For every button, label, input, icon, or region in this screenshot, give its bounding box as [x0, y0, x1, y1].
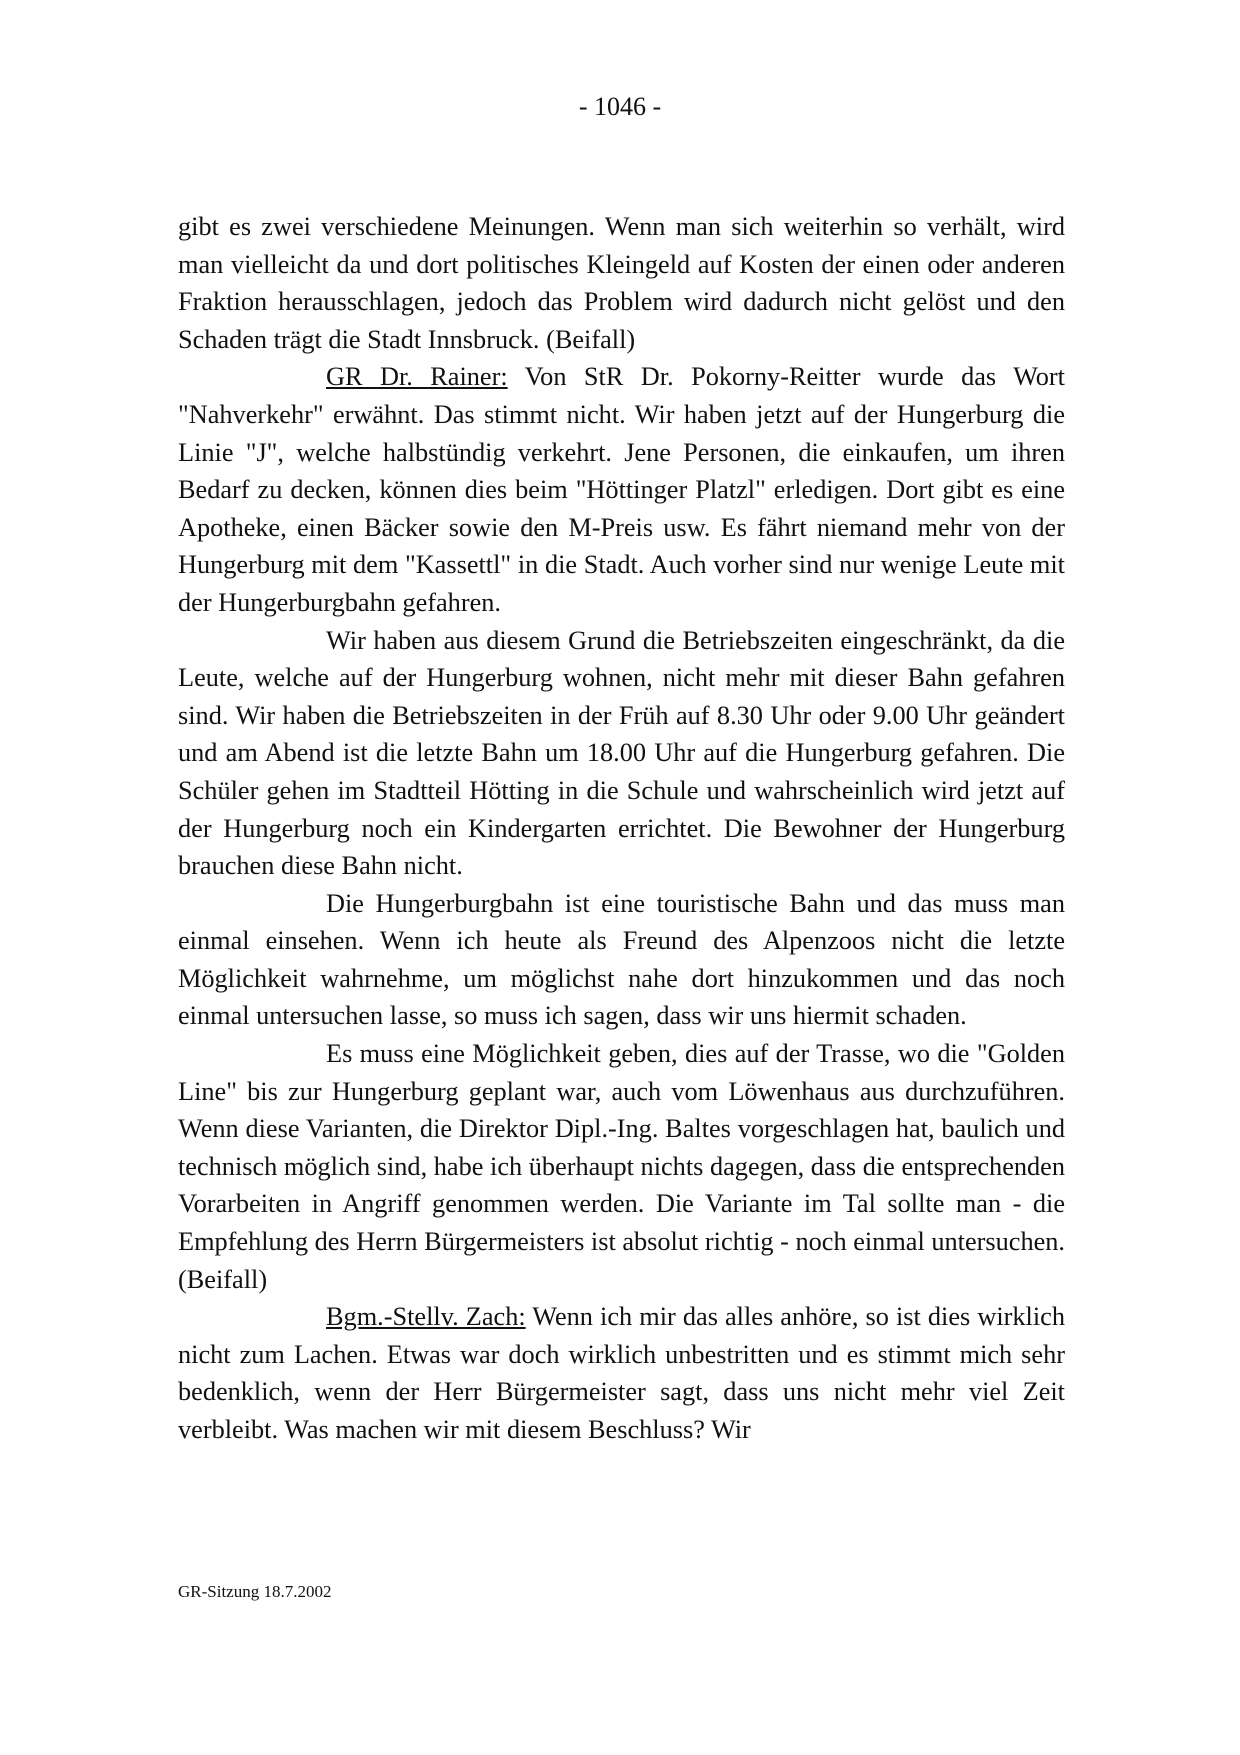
paragraph-3-text: Wir haben aus diesem Grund die Betriebszeiten eingeschränkt, da die Leute, welche auf der Hungerburg wohnen, nicht mehr mit dieser Bahn gefahren sind. Wir haben die Betriebszeiten in der Früh auf 8.30 Uhr oder 9.00 Uhr geändert und am Abend ist die letzte Bahn um 18.00 Uhr auf die Hungerburg gefahren. Die Schüler gehen im Stadtteil Hötting in die Schule und wahrscheinlich wird jetzt auf der Hungerburg noch ein Kindergarten errichtet. Die Bewohner der Hungerburg brauchen diese Bahn nicht.	[178, 625, 1065, 881]
paragraph-6	[178, 1298, 1065, 1448]
paragraph-2	[178, 358, 1065, 621]
paragraph-1	[178, 208, 1065, 358]
paragraph-5	[178, 1035, 1065, 1298]
speaker-bgm-stellv-zach: Bgm.-Stellv. Zach:	[326, 1302, 526, 1332]
footer-session-label: GR-Sitzung 18.7.2002	[178, 1582, 332, 1601]
paragraph-4-text: Die Hungerburgbahn ist eine touristische Bahn und das muss man einmal einsehen. Wenn ich heute als Freund des Alpenzoos nicht die letzte Möglichkeit wahrnehme, um möglichst nahe dort hinzukommen und das noch einmal untersuchen lasse, so muss ich sagen, dass wir uns hiermit schaden.	[178, 888, 1065, 1031]
paragraph-6-text: Wenn ich mir das alles anhöre, so ist dies wirklich nicht zum Lachen. Etwas war doch wirklich unbestritten und es stimmt mich sehr bedenklich, wenn der Herr Bürgermeister sagt, dass uns nicht mehr viel Zeit verbleibt. Was machen wir mit diesem Beschluss? Wir	[178, 1302, 1065, 1444]
speaker-gr-dr-rainer: GR Dr. Rainer:	[326, 362, 508, 392]
paragraph-3	[178, 622, 1065, 885]
page-number: - 1046 -	[578, 92, 662, 121]
document-body	[178, 208, 1065, 1449]
paragraph-4	[178, 885, 1065, 1035]
paragraph-2-text: Von StR Dr. Pokorny-Reitter wurde das Wort "Nahverkehr" erwähnt. Das stimmt nicht. Wir haben jetzt auf der Hungerburg die Linie "J", welche halbstündig verkehrt. Jene Personen, die einkaufen, um ihren Bedarf zu decken, können dies beim "Höttinger Platzl" erledigen. Dort gibt es eine Apotheke, einen Bäcker sowie den M-Preis usw. Es fährt niemand mehr von der Hungerburg mit dem "Kassettl" in die Stadt. Auch vorher sind nur wenige Leute mit der Hungerburgbahn gefahren.	[178, 362, 1065, 617]
paragraph-5-text: Es muss eine Möglichkeit geben, dies auf der Trasse, wo die "Golden Line" bis zur Hungerburg geplant war, auch vom Löwenhaus aus durchzuführen. Wenn diese Varianten, die Direktor Dipl.-Ing. Baltes vorgeschlagen hat, baulich und technisch möglich sind, habe ich überhaupt nichts dagegen, dass die entsprechenden Vorarbeiten in Angriff genommen werden. Die Variante im Tal sollte man - die Empfehlung des Herrn Bürgermeisters ist absolut richtig - noch einmal untersuchen. (Beifall)	[178, 1039, 1065, 1294]
paragraph-1-text: gibt es zwei verschiedene Meinungen. Wenn man sich weiterhin so verhält, wird man vielleicht da und dort politisches Kleingeld auf Kosten der einen oder anderen Fraktion herausschlagen, jedoch das Problem wird dadurch nicht gelöst und den Schaden trägt die Stadt Innsbruck. (Beifall)	[178, 212, 1065, 354]
